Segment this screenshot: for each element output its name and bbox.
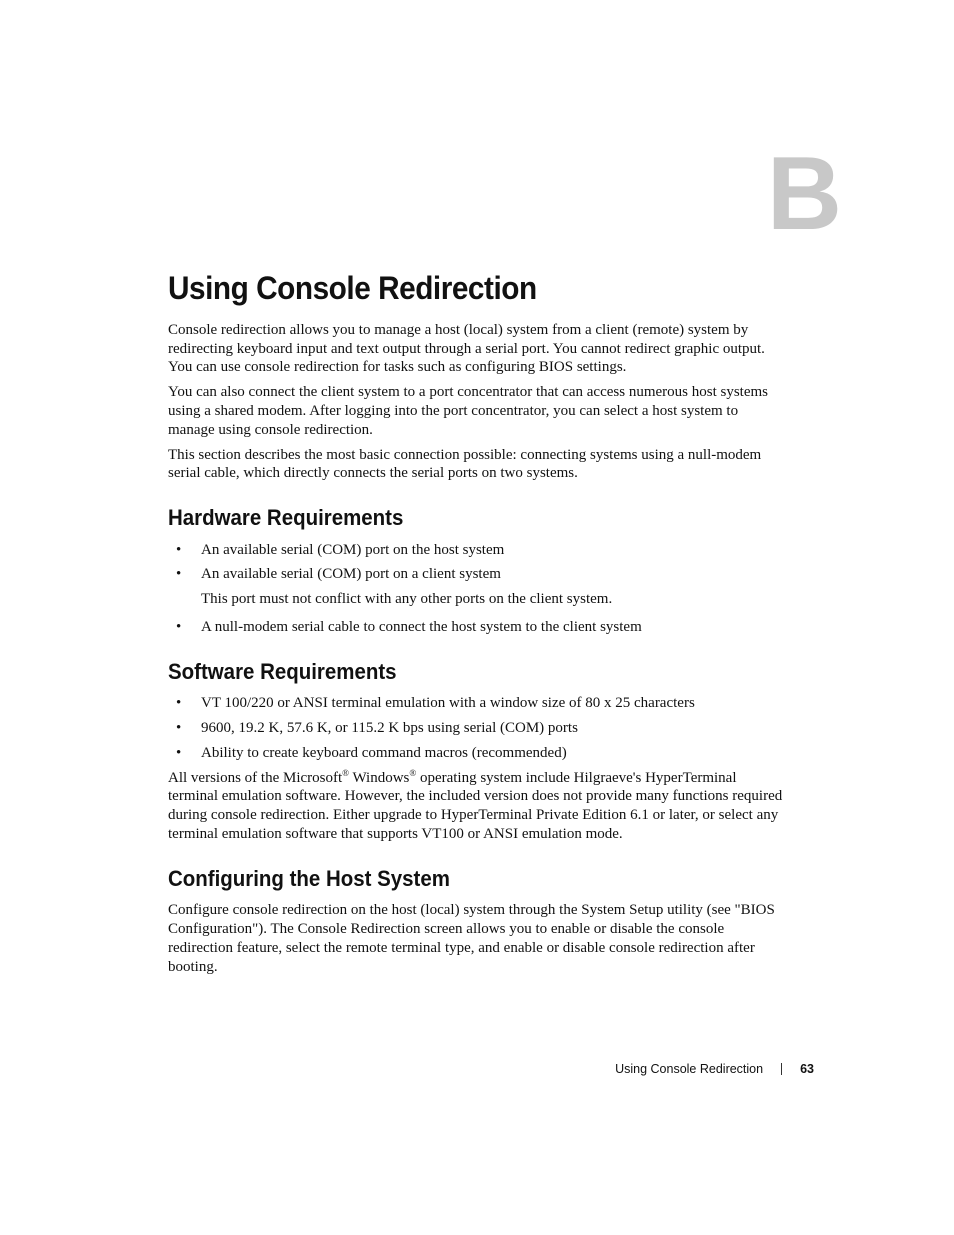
software-text-part-3: operating system include Hilgraeve's HyperTerminal terminal emulation software. However, the included version does not provide many functions required during console redirection. Either upgrade to HyperTerminal Private Edition 6.1 or later, or select any terminal emulation software that supports VT100 or ANSI emulation mode.: [168, 769, 783, 842]
list-item: [168, 744, 788, 763]
intro-paragraph-2: You can also connect the client system to a port concentrator that can access numerous host systems using a shared modem. After logging into the port concentrator, you can select a host system to manage using console redirection.: [168, 384, 768, 438]
software-heading: Software Requirements: [168, 658, 397, 684]
bullet-marker: •: [176, 719, 182, 736]
hardware-list: [168, 541, 788, 585]
bullet-marker: •: [176, 566, 182, 583]
footer-divider: [781, 1063, 782, 1075]
host-text-part-2: screen allows you to enable or disable the console redirection feature, select the remote terminal type, and enable or disable console redirection after booting.: [168, 920, 755, 975]
bullet-marker: •: [176, 695, 182, 712]
intro-paragraph-1: Console redirection allows you to manage a host (local) system from a client (remote) system by redirecting keyboard input and text output through a serial port. You cannot redirect graphic output. You can use console redirection for tasks such as configuring BIOS settings.: [168, 321, 765, 376]
intro-paragraph-3: This section describes the most basic connection possible: connecting systems using a null-modem serial cable, which directly connects the serial ports on two systems.: [168, 446, 762, 482]
registered-mark: ®: [409, 767, 417, 778]
software-text-part-1: All versions of the Microsoft: [168, 769, 343, 786]
list-item: [168, 618, 788, 637]
list-item: [168, 694, 788, 713]
host-text-part-1: Configure console redirection on the host (local) system through the System Setup utility (see "BIOS Configuration"). The: [168, 902, 775, 937]
list-item-text: An available serial (COM) port on a client system: [201, 566, 501, 583]
registered-mark: ®: [342, 767, 349, 778]
list-item-text: A null-modem serial cable to connect the host system to the client system: [201, 618, 642, 635]
footer-section-title: Using Console Redirection: [615, 1062, 764, 1076]
bullet-marker: •: [176, 541, 182, 558]
port-conflict-note: This port must not conflict with any other ports on the client system.: [201, 591, 613, 608]
hardware-heading: Hardware Requirements: [168, 505, 404, 531]
page-title: Using Console Redirection: [168, 270, 537, 306]
software-paragraph: [168, 769, 788, 844]
list-item-text: VT 100/220 or ANSI terminal emulation with a window size of 80 x 25 characters: [201, 695, 695, 712]
page-content: [168, 270, 788, 982]
software-list: [168, 694, 788, 762]
list-item-text: An available serial (COM) port on the host system: [201, 541, 505, 558]
hardware-list-continued: [168, 618, 788, 637]
chapter-letter: B: [766, 136, 842, 252]
list-item: [168, 719, 788, 738]
bullet-marker: •: [176, 744, 182, 761]
software-text-part-2: Windows: [348, 769, 410, 786]
bullet-marker: •: [176, 618, 182, 635]
host-heading: Configuring the Host System: [168, 865, 450, 891]
page-footer: [615, 1062, 814, 1076]
list-item: [168, 541, 788, 560]
list-item-text: Ability to create keyboard command macros (recommended): [201, 744, 567, 761]
host-paragraph: [168, 901, 788, 976]
list-item: [168, 565, 788, 584]
console-redirection-term: Console Redirection: [297, 920, 421, 937]
page-number: 63: [800, 1062, 814, 1076]
list-item-text: 9600, 19.2 K, 57.6 K, or 115.2 K bps using serial (COM) ports: [201, 719, 578, 736]
